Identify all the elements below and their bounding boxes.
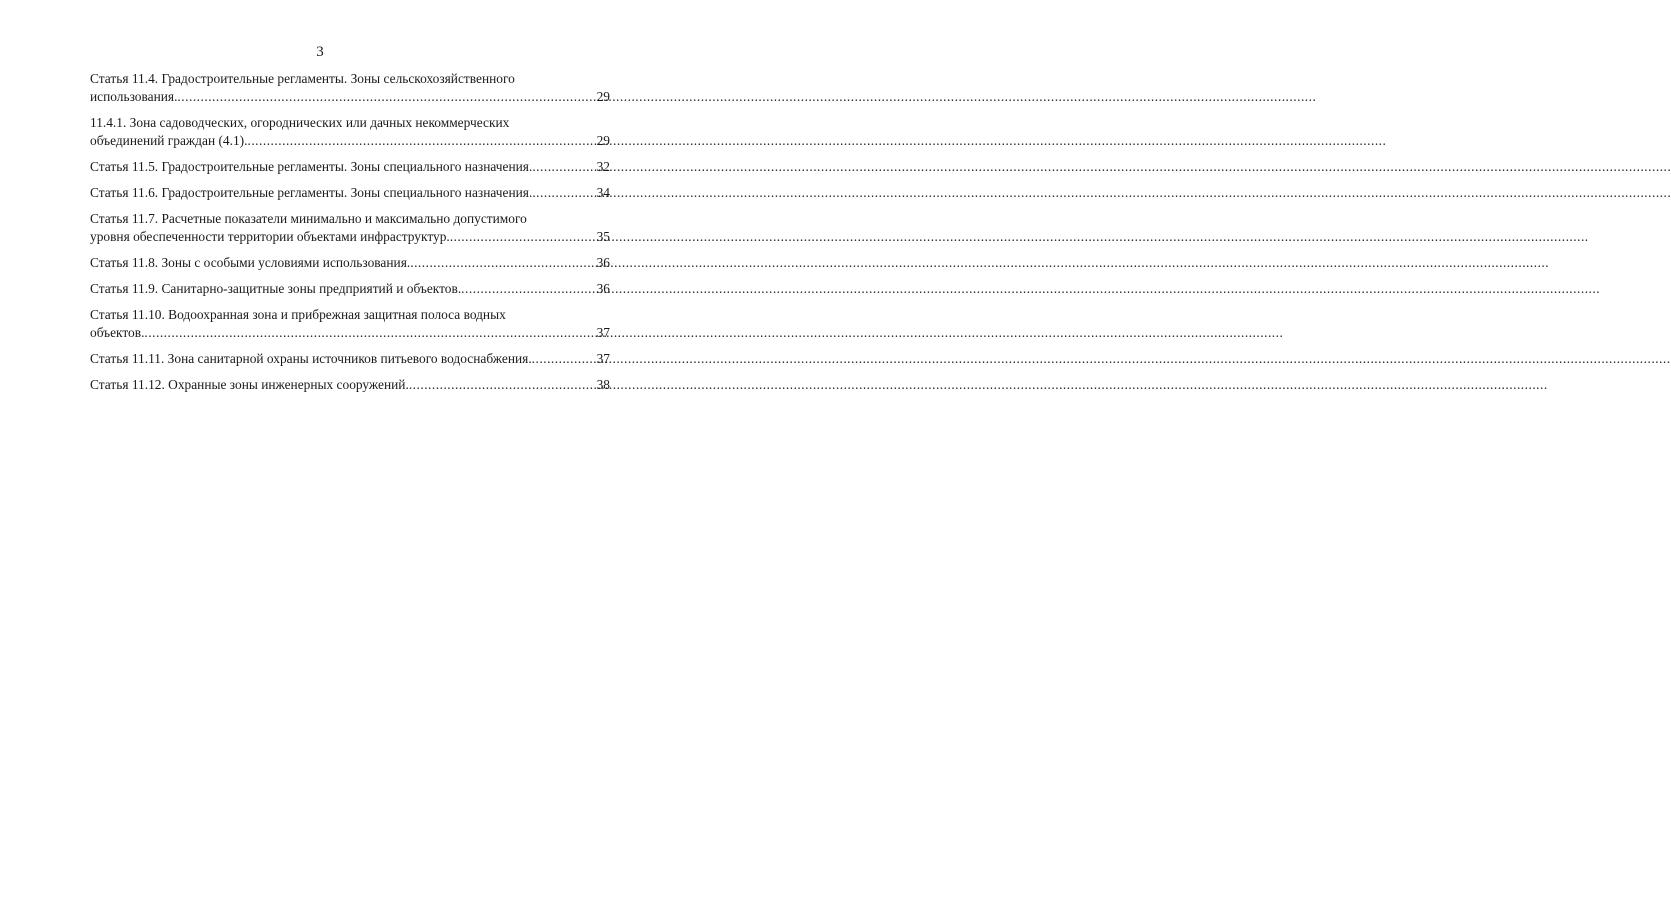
toc-entry-title-line: Статья 11.4. Градостроительные регламенты. Зоны сельскохозяйственного [90,71,515,86]
toc-entry-11-9[interactable] [90,280,610,298]
toc-entry-11-4[interactable] [90,70,610,106]
dot-leader [532,158,594,176]
toc-entry-11-4-1[interactable] [90,114,610,150]
toc-entry-11-12[interactable] [90,376,610,394]
dot-leader [450,228,595,246]
dot-leader [410,254,594,272]
dot-leader [409,376,595,394]
dot-leader [177,88,594,106]
toc-entry-11-5[interactable] [90,158,610,176]
toc-entry-page: 32 [596,159,610,174]
dot-leader [247,132,594,150]
toc-entry-11-10[interactable] [90,306,610,342]
dot-leader [532,184,594,202]
toc-entry-title: объектов. [90,325,145,340]
toc-entry-page: 36 [596,255,610,270]
toc-entry-11-6[interactable] [90,184,610,202]
toc-entry-page: 29 [596,133,610,148]
toc-entry-title: уровня обеспеченности территории объектами инфраструктур. [90,229,450,244]
toc-entry-11-8[interactable] [90,254,610,272]
dot-leader [144,324,594,342]
toc-entry-title: использования. [90,89,178,104]
toc-entry-title: Статья 11.6. Градостроительные регламенты. Зоны специального назначения. [90,185,533,200]
toc-entry-page: 35 [596,229,610,244]
dot-leader [532,350,595,368]
toc-entry-title: Статья 11.8. Зоны с особыми условиями использования. [90,255,411,270]
toc-entry-page: 36 [596,281,610,296]
toc-entry-11-11[interactable] [90,350,610,368]
toc-entry-title-line: Статья 11.7. Расчетные показатели минимально и максимально допустимого [90,211,527,226]
toc-entry-title: Статья 11.12. Охранные зоны инженерных сооружений. [90,377,409,392]
toc-entry-title-line: 11.4.1. Зона садоводческих, огороднических или дачных некоммерческих [90,115,510,130]
page-number: 3 [316,44,324,60]
toc-entry-page: 37 [596,351,610,366]
toc-entry-page: 37 [596,325,610,340]
toc-entry-page: 29 [596,89,610,104]
toc-entry-title: объединений граждан (4.1). [90,133,248,148]
toc-entry-title: Статья 11.9. Санитарно-защитные зоны предприятий и объектов. [90,281,462,296]
toc-entry-11-7[interactable] [90,210,610,246]
toc-entry-title: Статья 11.5. Градостроительные регламенты. Зоны специального назначения. [90,159,533,174]
toc-entry-title: Статья 11.11. Зона санитарной охраны источников питьевого водоснабжения. [90,351,532,366]
table-of-contents [90,70,610,402]
toc-entry-title-line: Статья 11.10. Водоохранная зона и прибрежная защитная полоса водных [90,307,506,322]
toc-entry-page: 38 [596,377,610,392]
dot-leader [461,280,594,298]
toc-entry-page: 34 [596,185,610,200]
